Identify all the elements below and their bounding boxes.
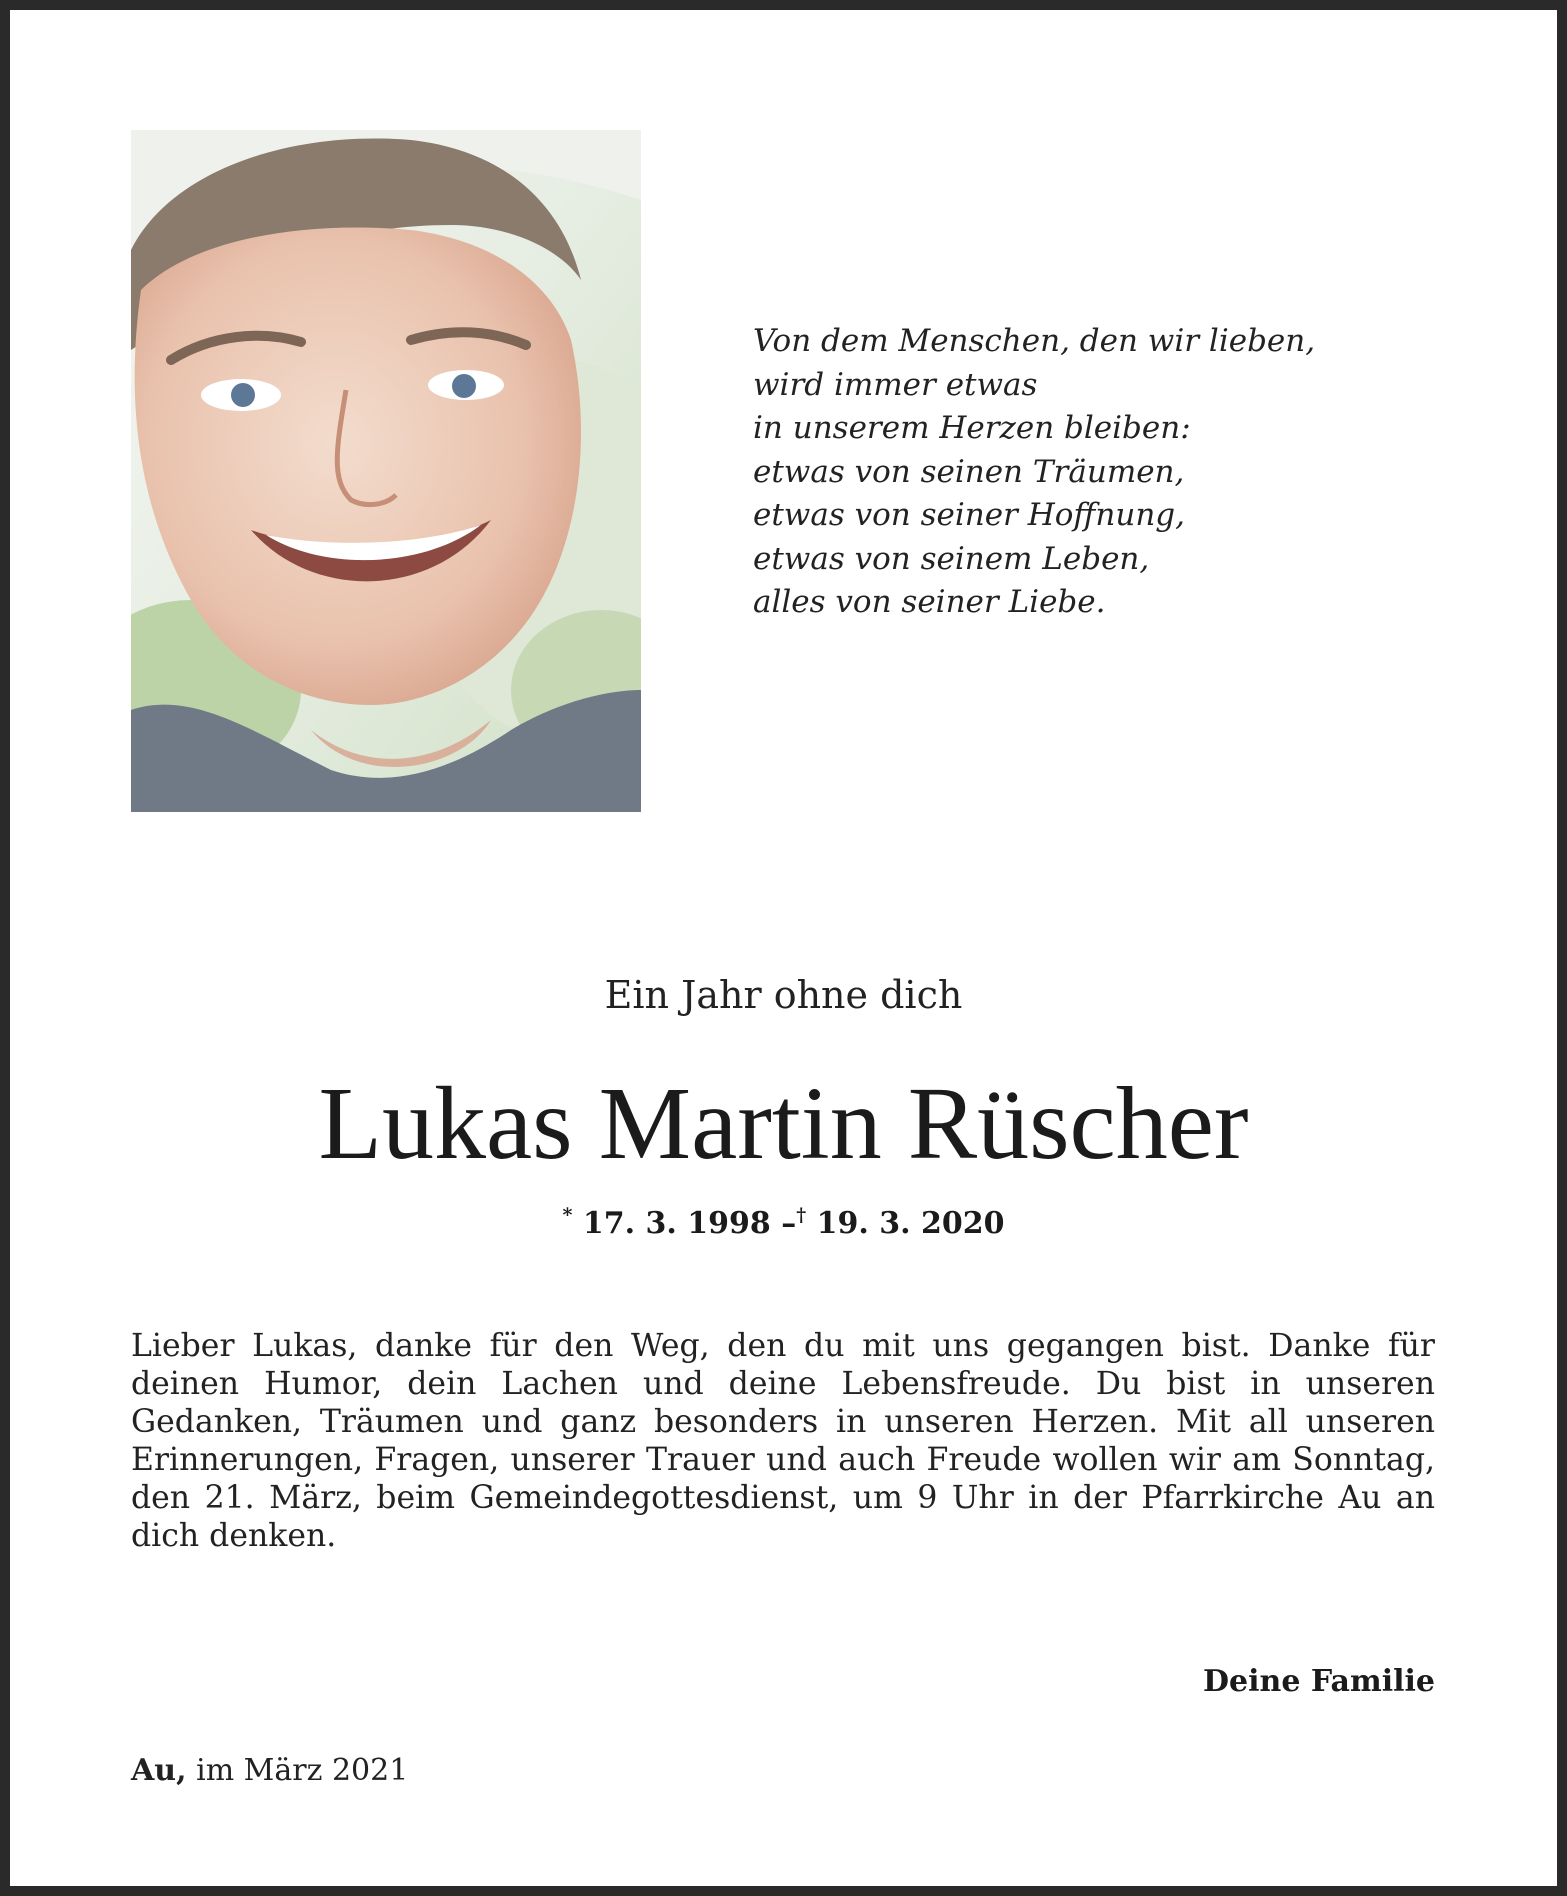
memorial-poem — [753, 320, 1473, 625]
obituary-card — [10, 10, 1557, 1886]
birth-symbol: * — [562, 1204, 573, 1226]
poem-line: Von dem Menschen, den wir lieben, — [753, 323, 1316, 359]
deceased-name: Lukas Martin Rüscher — [318, 1066, 1249, 1181]
poem-line: etwas von seiner Hoffnung, — [753, 497, 1185, 533]
signature: Deine Familie — [1203, 1664, 1435, 1699]
poem-line: in unserem Herzen bleiben: — [753, 410, 1191, 446]
place-and-date — [131, 1753, 408, 1788]
portrait-photo — [131, 130, 641, 812]
place-town: Au, — [131, 1753, 187, 1788]
life-dates — [10, 1204, 1557, 1241]
date-separator: – — [781, 1206, 797, 1241]
portrait-illustration — [131, 130, 641, 812]
death-symbol: † — [796, 1204, 807, 1226]
poem-line: etwas von seinen Träumen, — [753, 453, 1185, 490]
poem-line: etwas von seinem Leben, — [753, 540, 1150, 577]
place-date: im März 2021 — [196, 1753, 409, 1788]
birth-date: 17. 3. 1998 — [582, 1206, 771, 1241]
intro-heading: Ein Jahr ohne dich — [604, 973, 963, 1017]
poem-line: alles von seiner Liebe. — [753, 584, 1106, 620]
poem-line: wird immer etwas — [753, 366, 1038, 403]
memorial-message: Lieber Lukas, danke für den Weg, den du mit uns gegangen bist. Danke für deinen Humor, dein Lachen und deine Lebensfreude. Du bist in unseren Gedanken, Träumen und ganz besonders in unseren Herzen. Mit all unseren Erinnerungen, Fragen, unserer Trauer und auch Freude wollen wir am Sonntag, den 21. März, beim Gemeindegottesdienst, um 9 Uhr in der Pfarrkirche Au an dich denken. — [131, 1328, 1435, 1554]
death-date: 19. 3. 2020 — [816, 1206, 1005, 1241]
